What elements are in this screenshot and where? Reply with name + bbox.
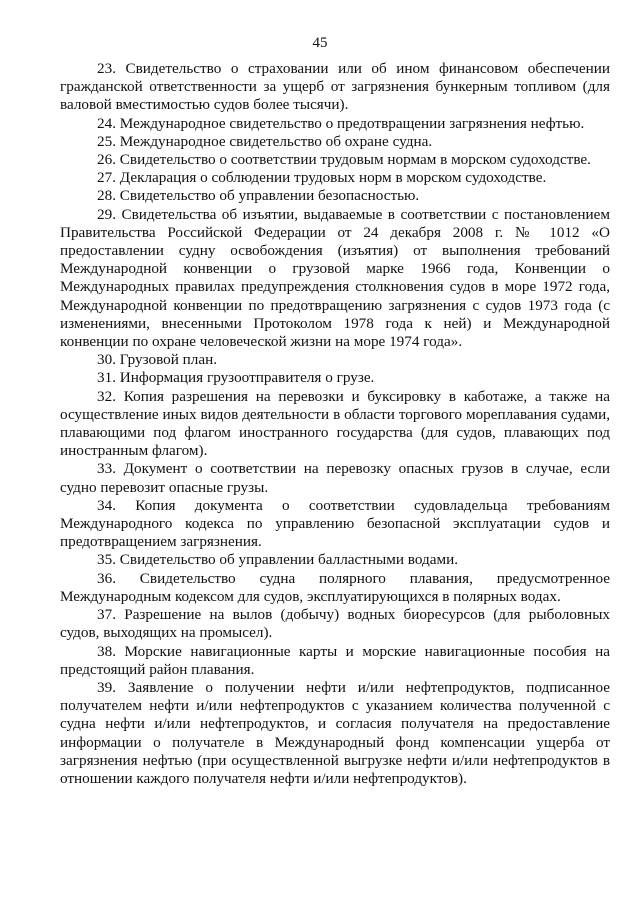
list-item-28: 28. Свидетельство об управлении безопасностью. — [97, 187, 420, 205]
list-item-34: 34. Копия документа о соответствии судовладельца требованиям Международного кодекса по управлению безопасной эксплуатации судов и предотвращением загрязнения. — [60, 496, 610, 551]
list-item-29: 29. Свидетельства об изъятии, выдаваемые в соответствии с постановлением Правительства Российской Федерации от 24 декабря 2008 г. № 1012 «О предоставлении судну освобождения (изъятия) от выполнения требований Международной конвенции о грузовой марке 1966 года, Конвенции о Международных правилах предупреждения столкновения судов в море 1972 года, Международной конвенции по предотвращению загрязнения с судов 1973 года (с изменениями, внесенными Протоколом 1978 года к ней) и Международной конвенции по охране человеческой жизни на море 1974 года». — [60, 205, 610, 351]
list-item-27: 27. Декларация о соблюдении трудовых норм в морском судоходстве. — [97, 169, 547, 187]
list-item-39: 39. Заявление о получении нефти и/или нефтепродуктов, подписанное получателем нефти и/или нефтепродуктов с указанием количества полученной с судна нефти и/или нефтепродуктов, и согласия получателя на предоставление информации о получателе в Международный фонд компенсации ущерба от загрязнения нефтью (при осуществленной выгрузке нефти и/или нефтепродуктов в отношении каждого получателя нефти и/или нефтепродуктов). — [60, 678, 610, 787]
page-number: 45 — [312, 35, 328, 51]
list-item-31: 31. Информация грузоотправителя о грузе. — [97, 369, 375, 387]
list-item-24: 24. Международное свидетельство о предотвращении загрязнения нефтью. — [97, 114, 585, 132]
list-item-25: 25. Международное свидетельство об охране судна. — [97, 132, 433, 150]
list-item-38: 38. Морские навигационные карты и морские навигационные пособия на предстоящий район плавания. — [60, 642, 610, 678]
list-item-36: 36. Свидетельство судна полярного плавания, предусмотренное Международным кодексом для судов, эксплуатирующихся в полярных водах. — [60, 569, 610, 605]
document-body — [60, 60, 610, 788]
list-item-33: 33. Документ о соответствии на перевозку опасных грузов в случае, если судно перевозит опасные грузы. — [60, 460, 610, 496]
list-item-23: 23. Свидетельство о страховании или об ином финансовом обеспечении гражданской ответственности за ущерб от загрязнения бункерным топливом (для валовой вместимостью судов более тысячи). — [60, 60, 610, 114]
list-item-35: 35. Свидетельство об управлении балластными водами. — [97, 551, 459, 569]
list-item-37: 37. Разрешение на вылов (добычу) водных биоресурсов (для рыболовных судов, выходящих на промысел). — [60, 606, 610, 642]
list-item-26: 26. Свидетельство о соответствии трудовым нормам в морском судоходстве. — [97, 151, 591, 169]
list-item-30: 30. Грузовой план. — [97, 351, 218, 369]
list-item-32: 32. Копия разрешения на перевозки и буксировку в каботаже, а также на осуществление иных видов деятельности в области торгового мореплавания судами, плавающими под флагом иностранного государства (для судов, плавающих под иностранным флагом). — [60, 387, 610, 460]
